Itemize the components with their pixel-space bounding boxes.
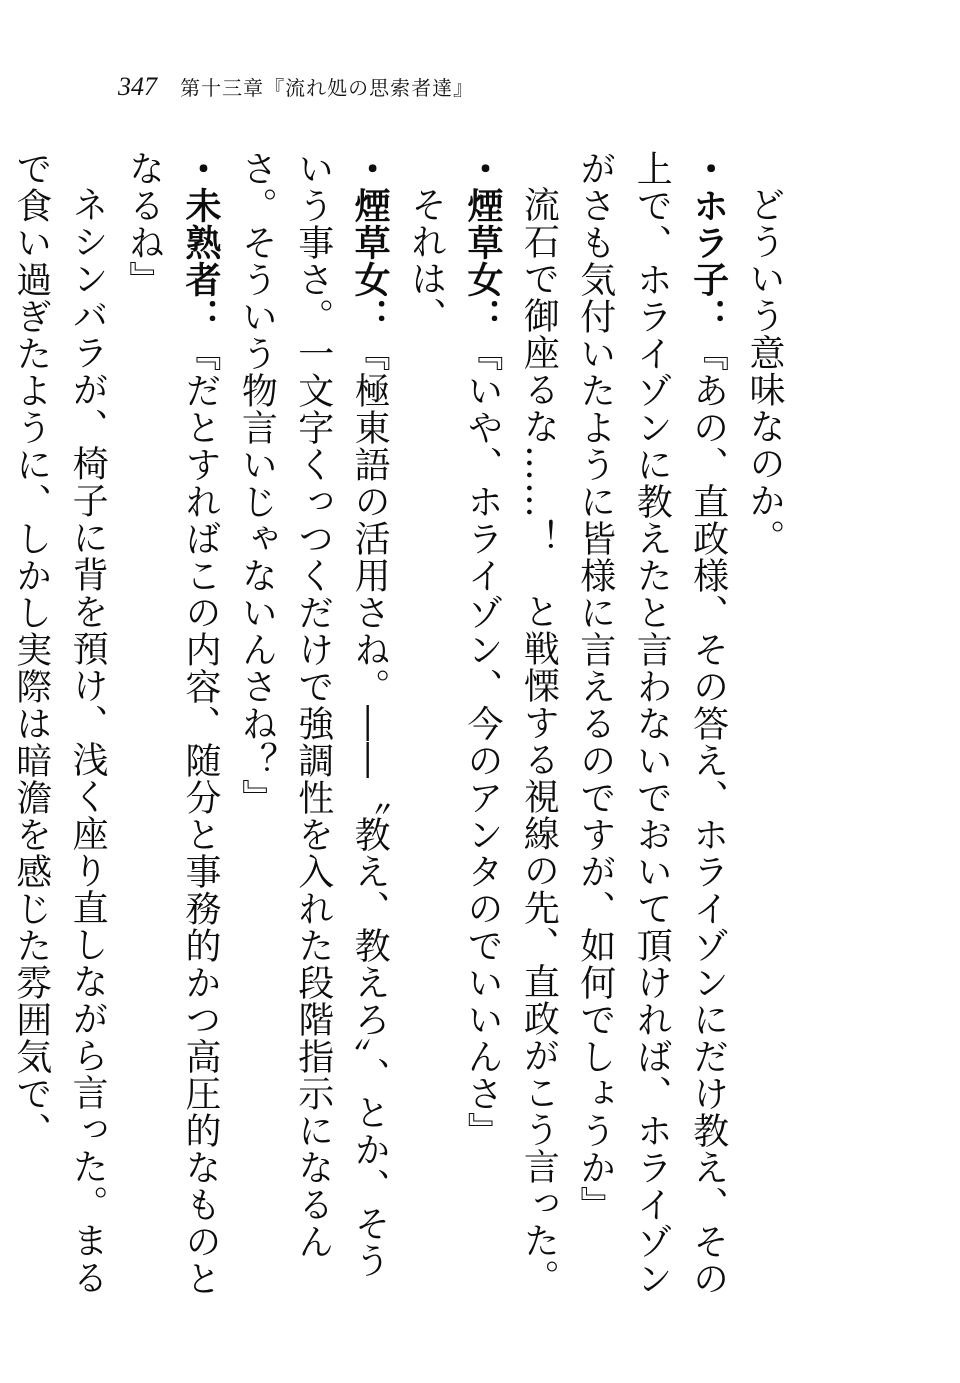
line-text: 『極東語の活用さね。――〝教え、教えろ〟、とか、そういう事さ。一文字くっつくだけで強調性を入れた段階指示になるんさ。そういう物言いじゃないんさね？』: [236, 150, 391, 1279]
line-text: 『いや、ホライゾン、今のアンタのでいいんさ』: [461, 335, 503, 1149]
dialogue-line: [566, 150, 735, 1310]
line-text: 流石で御座るな……！ と戦慄する視線の先、直政がこう言った。: [518, 186, 560, 1296]
dialogue-line: [115, 150, 228, 1310]
speaker-label: ・ホラ子：: [687, 150, 729, 335]
text-line: [510, 150, 566, 1310]
dialogue-line: [454, 150, 510, 1310]
speaker-label: ・煙草女：: [461, 150, 503, 335]
chapter-title: 第十三章『流れ処の思索者達』: [180, 76, 475, 100]
speaker-label: ・煙草女：: [349, 150, 391, 335]
line-text: どういう意味なのか。: [744, 186, 785, 556]
dialogue-line: [0, 150, 2, 1310]
text-line: [2, 150, 115, 1310]
line-text: ネシンバラが、椅子に背を預け、浅く座り直しながら言った。まるで食い過ぎたように、しかし実際は暗澹を感じた雰囲気で、: [10, 150, 109, 1296]
speaker-label: ・未熟者：: [179, 150, 221, 335]
dialogue-line: [228, 150, 397, 1310]
line-text: 『あの、直政様、その答え、ホライゾンにだけ教え、その上で、ホライゾンに教えたと言わないでおいて頂ければ、ホライゾンがさも気付いたように皆様に言えるのですが、如何でしょうか』: [574, 150, 729, 1297]
page-number: 347: [118, 72, 157, 101]
text-line: [736, 150, 792, 1310]
line-text: それは、: [405, 186, 447, 334]
running-header: [118, 72, 474, 102]
line-text: 『だとすればこの内容、随分と事務的かつ高圧的なものとなるね』: [123, 150, 221, 1297]
text-line: [397, 150, 453, 1310]
body-text: [10, 150, 792, 1310]
